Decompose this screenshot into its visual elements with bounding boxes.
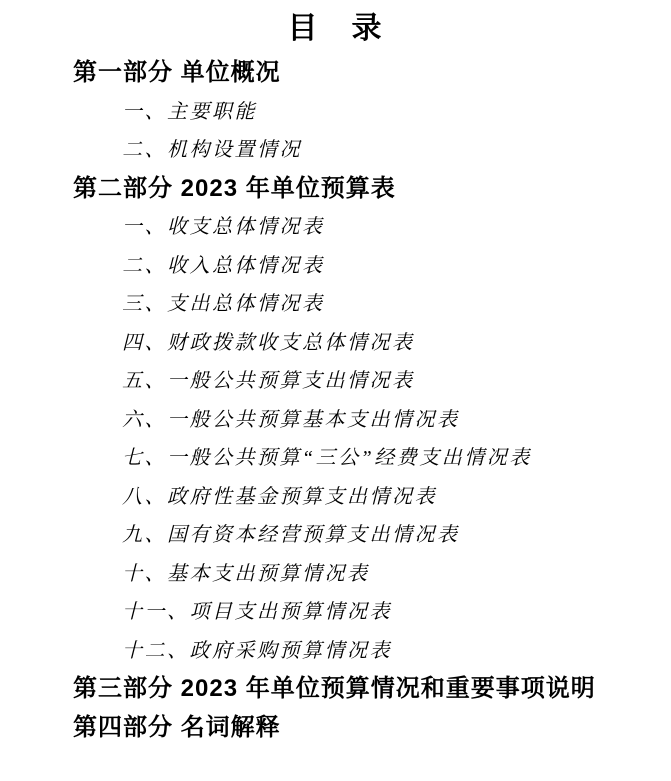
toc-item: 四、财政拨款收支总体情况表 [122,331,415,354]
toc-item: 七、一般公共预算“三公”经费支出情况表 [122,447,532,469]
toc-item: 六、一般公共预算基本支出情况表 [122,408,460,431]
toc-item: 十一、项目支出预算情况表 [122,601,392,623]
toc-item: 一、收支总体情况表 [122,216,325,238]
toc-item: 五、一般公共预算支出情况表 [122,370,415,392]
toc-item: 八、政府性基金预算支出情况表 [122,485,437,508]
toc-part-heading: 第二部分 2023 年单位预算表 [73,174,396,202]
table-of-contents [0,54,671,747]
toc-item: 九、国有资本经营预算支出情况表 [122,524,460,546]
toc-item: 二、收入总体情况表 [122,254,325,277]
toc-item: 十二、政府采购预算情况表 [122,639,392,662]
toc-item: 二、机构设置情况 [122,139,302,161]
page-title: 目 录 [287,12,384,45]
toc-part-heading: 第三部分 2023 年单位预算情况和重要事项说明 [73,675,596,702]
toc-item: 十、基本支出预算情况表 [122,562,370,585]
toc-part-heading: 第一部分 单位概况 [73,59,281,86]
toc-part-heading: 第四部分 名词解释 [73,713,281,741]
toc-item: 一、主要职能 [122,100,257,123]
toc-item: 三、支出总体情况表 [122,293,325,315]
